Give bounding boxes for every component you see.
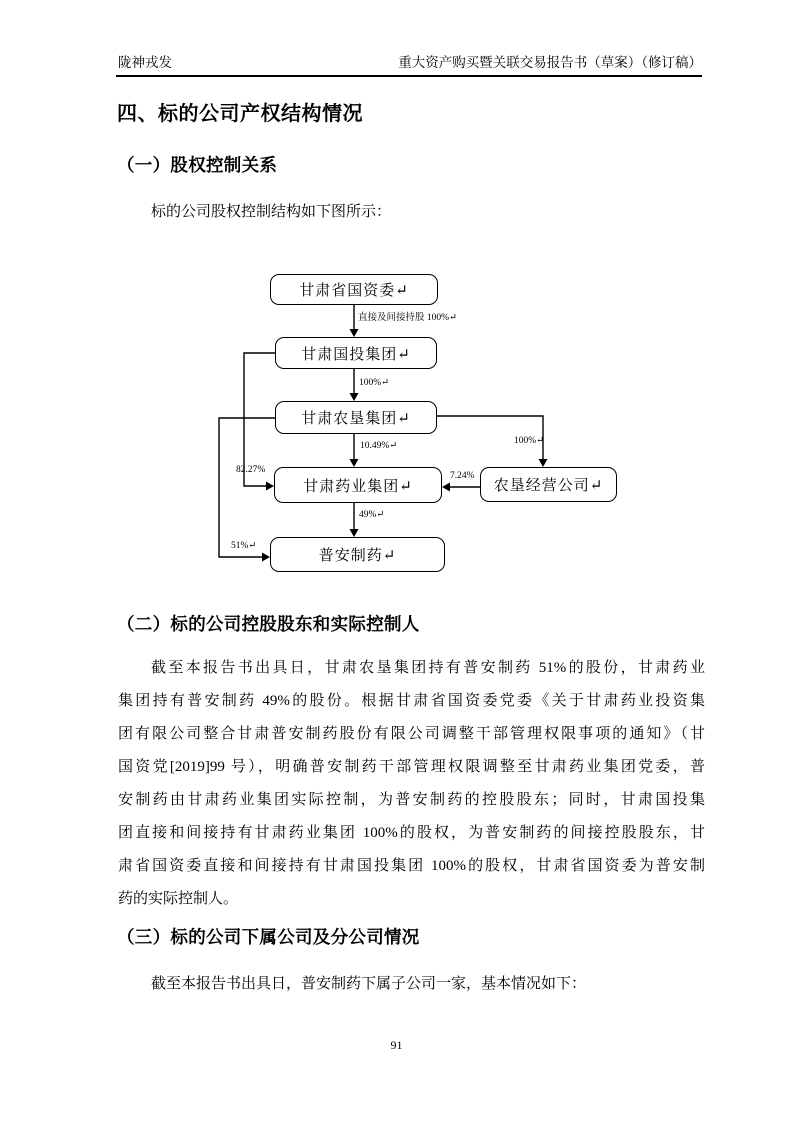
diagram-node-gansu-nongken-group	[275, 401, 437, 434]
edge-label-82-27: 82.27%	[236, 465, 266, 475]
edge-label-10-49: 10.49%↵	[360, 441, 398, 451]
edge-label-direct-indirect-100: 直接及间接持股 100%↵	[358, 313, 457, 323]
paragraph-line: 国资党[2019]99 号），明确普安制药干部管理权限调整至甘肃药业集团党委，普	[118, 759, 705, 775]
edge-label-7-24: 7.24%	[450, 471, 475, 481]
paragraph-line: 药的实际控制人。	[118, 891, 239, 907]
paragraph-line: 集团持有普安制药 49%的股份。根据甘肃省国资委党委《关于甘肃药业投资集	[118, 693, 705, 709]
header-rule	[116, 75, 702, 77]
diagram-node-puan-pharma	[270, 537, 445, 572]
paragraph-line: 截至本报告书出具日，甘肃农垦集团持有普安制药 51%的股份，甘肃药业	[151, 660, 705, 676]
section-3-heading: （三）标的公司下属公司及分公司情况	[117, 927, 420, 947]
paragraph-line: 安制药由甘肃药业集团实际控制，为普安制药的控股股东；同时，甘肃国投集	[118, 792, 705, 808]
diagram-node-gansu-sasac	[270, 274, 438, 305]
node-label: 甘肃省国资委↵	[299, 283, 409, 299]
paragraph-line: 团有限公司整合甘肃普安制药股份有限公司调整干部管理权限事项的通知》（甘	[118, 726, 705, 742]
node-label: 甘肃药业集团↵	[303, 478, 413, 495]
section-1-heading: （一）股权控制关系	[117, 155, 278, 175]
paragraph-line: 团直接和间接持有甘肃药业集团 100%的股权，为普安制药的间接控股股东，甘	[118, 825, 705, 841]
section-2-paragraph	[118, 652, 705, 916]
header-left-title: 陇神戎发	[118, 55, 172, 70]
edge-label-100-right: 100%↵	[514, 436, 545, 446]
header-right-title: 重大资产购买暨关联交易报告书（草案）（修订稿）	[398, 55, 702, 70]
section-3-intro: 截至本报告书出具日，普安制药下属子公司一家，基本情况如下：	[151, 976, 587, 992]
node-label: 农垦经营公司↵	[493, 478, 604, 494]
page-number: 91	[390, 1038, 403, 1052]
diagram-node-nongken-jingying-co	[480, 467, 617, 502]
node-label: 普安制药↵	[318, 548, 397, 564]
paragraph-line: 肃省国资委直接和间接持有甘肃国投集团 100%的股权，甘肃省国资委为普安制	[118, 858, 705, 874]
edge-label-51: 51%↵	[231, 541, 257, 551]
diagram-node-gansu-yaoye-group	[274, 467, 442, 503]
page-header	[118, 54, 702, 72]
node-label: 甘肃国投集团↵	[301, 346, 411, 363]
section-1-intro: 标的公司股权控制结构如下图所示：	[151, 204, 392, 220]
equity-structure-diagram	[0, 273, 793, 573]
edge-label-49: 49%↵	[359, 510, 385, 520]
section-2-heading: （二）标的公司控股股东和实际控制人	[117, 614, 420, 634]
edge-label-100: 100%↵	[359, 378, 390, 388]
chapter-heading: 四、标的公司产权结构情况	[117, 103, 363, 125]
node-label: 甘肃农垦集团↵	[301, 411, 411, 427]
diagram-node-gansu-guotou-group	[275, 337, 437, 369]
